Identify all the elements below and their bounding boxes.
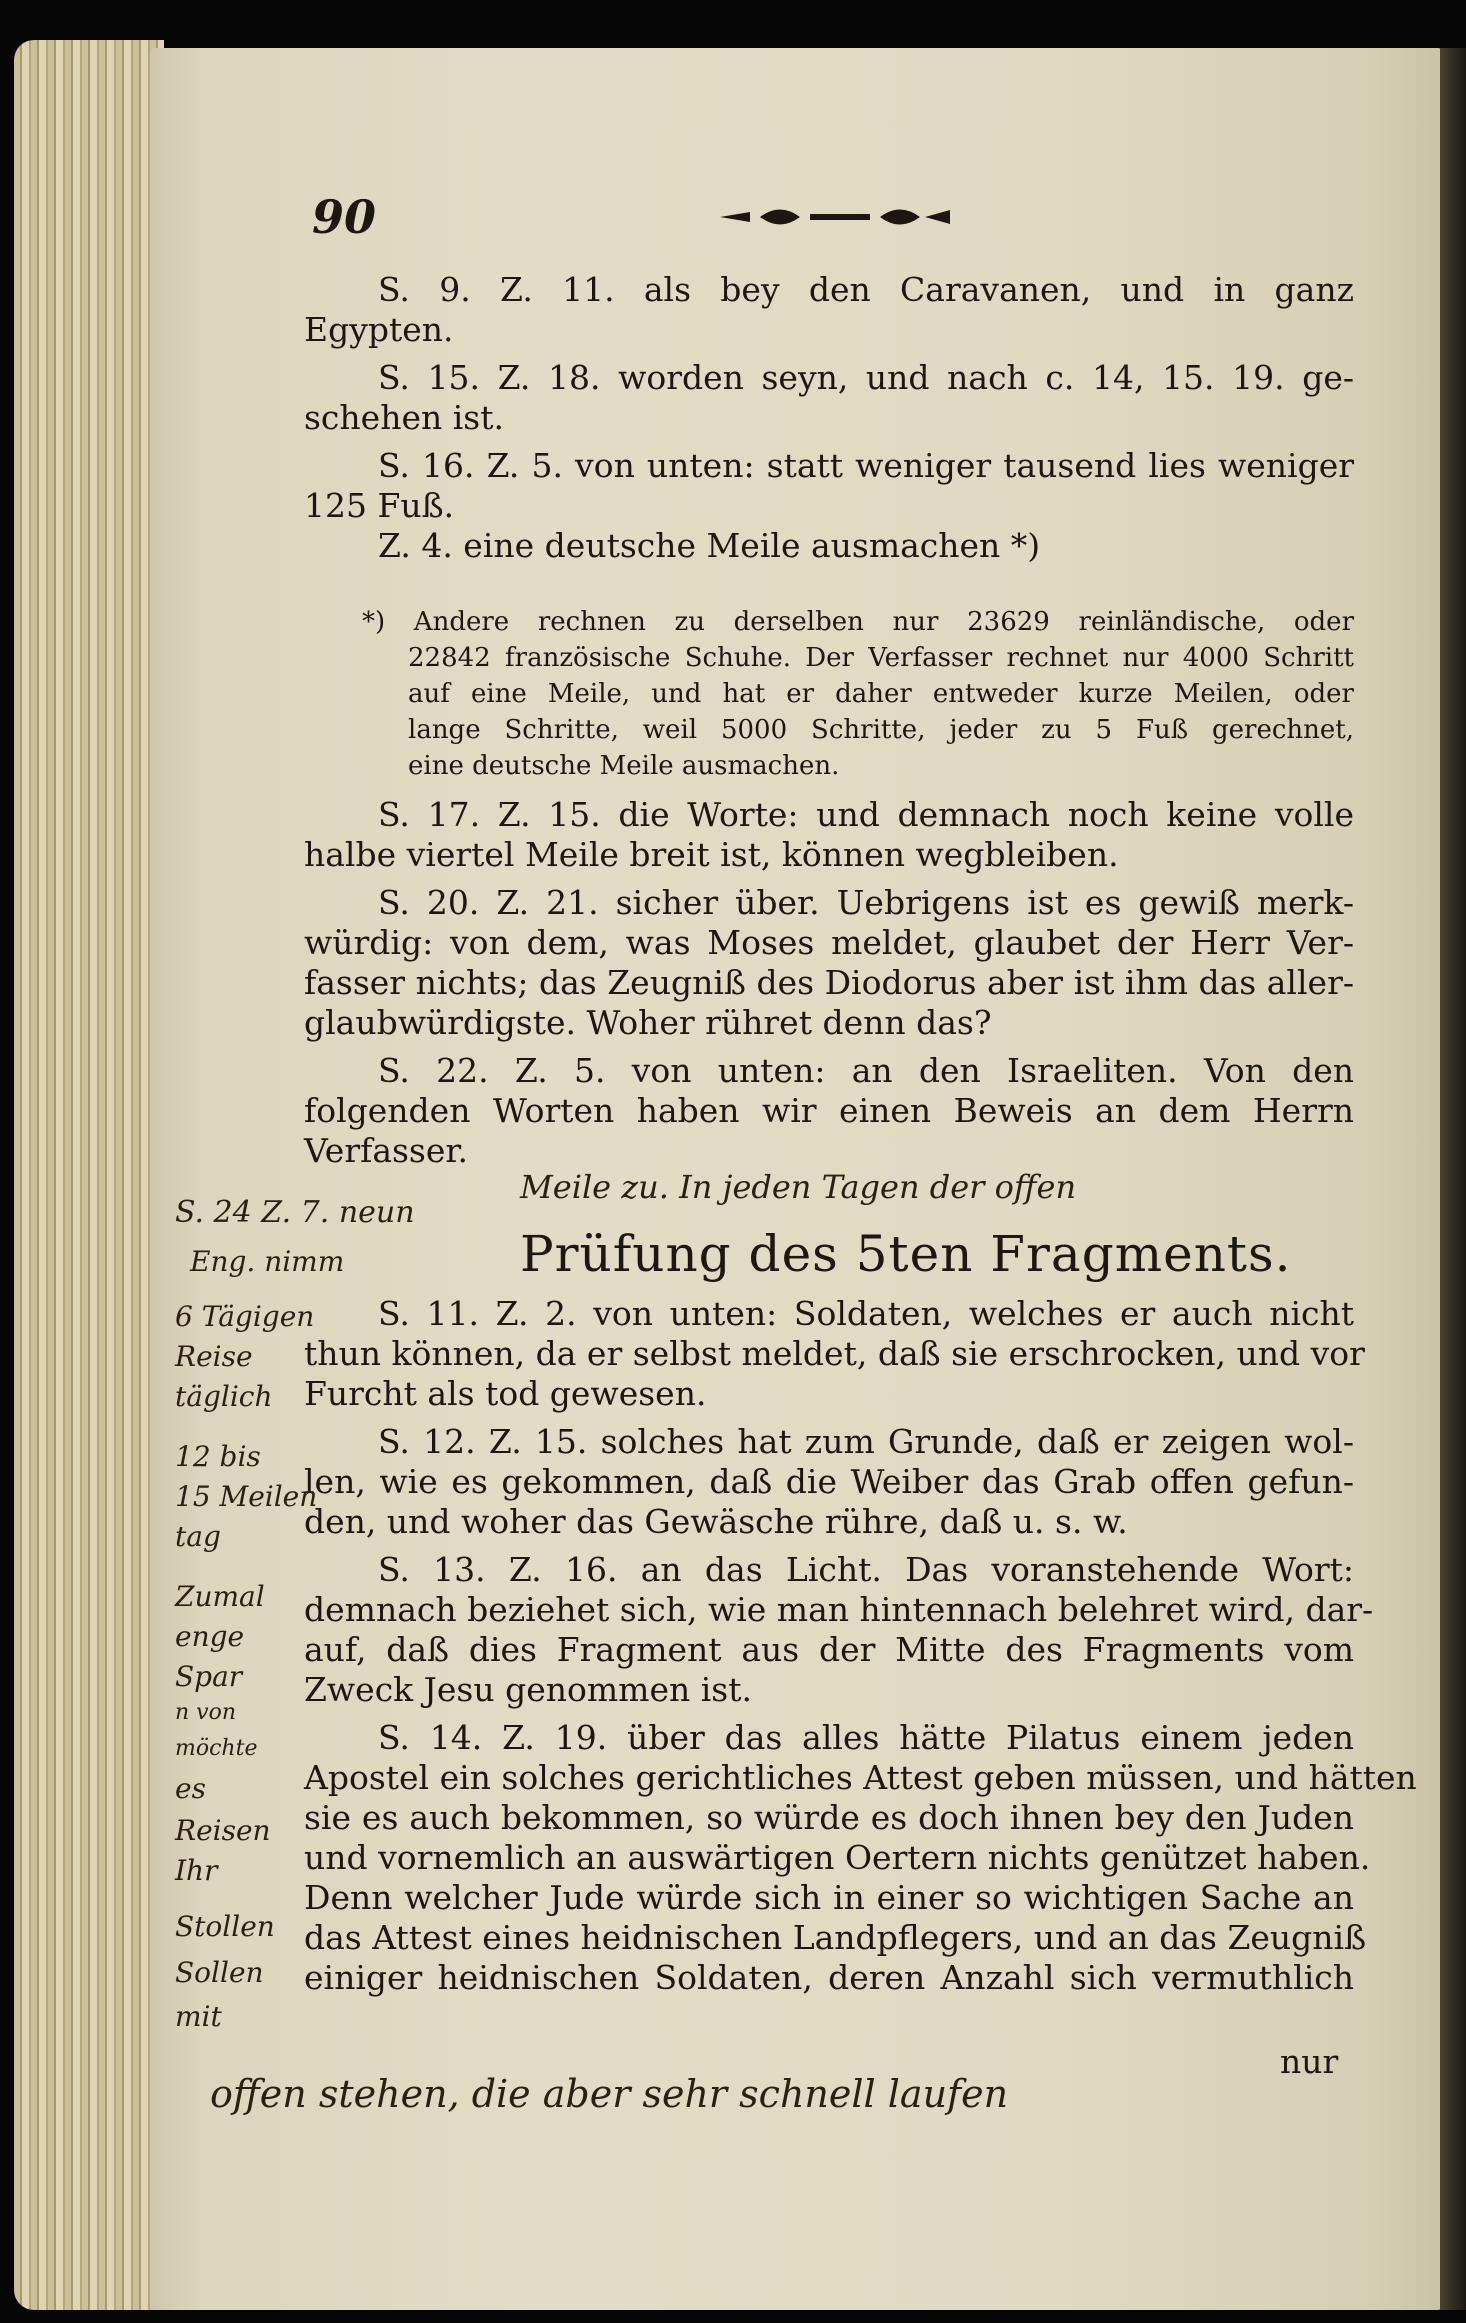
margin-note: enge (175, 1620, 245, 1653)
margin-note: Reisen (175, 1814, 271, 1847)
errata-entry (304, 270, 1354, 350)
page-stack-edge (14, 40, 164, 2310)
errata-entry (304, 358, 1354, 438)
text-line: S. 22. Z. 5. von unten: an den Israeliten. Von den (378, 1051, 1354, 1090)
gutter-shadow (1440, 48, 1466, 2310)
errata-entry (304, 1294, 1365, 1414)
footnote (304, 604, 1354, 784)
text-line: das Attest eines heidnischen Landpflegers, und an das Zeugniß (304, 1918, 1367, 1957)
text-line: einiger heidnischen Soldaten, deren Anzahl sich vermuthlich (304, 1958, 1354, 1997)
errata-entry (304, 795, 1354, 875)
text-line: len, wie es gekommen, daß die Weiber das Grab offen gefun- (304, 1462, 1354, 1501)
footnote-line: auf eine Meile, und hat er daher entweder kurze Meilen, oder (408, 679, 1354, 709)
handwritten-note: S. 24 Z. 7. neun (175, 1195, 415, 1230)
text-line: auf, daß dies Fragment aus der Mitte des Fragments vom (304, 1630, 1354, 1669)
handwritten-note: Meile zu. In jeden Tagen der offen (520, 1168, 1077, 1206)
errata-entry (304, 526, 1354, 566)
text-line: folgenden Worten haben wir einen Beweis an dem Herrn (304, 1091, 1354, 1130)
footnote-line: *) Andere rechnen zu derselben nur 23629 reinländische, oder (362, 607, 1354, 637)
margin-note: tag (175, 1520, 221, 1553)
footnote-line: eine deutsche Meile ausmachen. (408, 751, 840, 781)
errata-entry (304, 1422, 1354, 1542)
footnote-line: 22842 französische Schuhe. Der Verfasser rechnet nur 4000 Schritt (408, 643, 1354, 673)
text-line: thun können, da er selbst meldet, daß sie erschrocken, und vor (304, 1334, 1365, 1373)
margin-note: täglich (175, 1380, 273, 1413)
text-line: S. 15. Z. 18. worden seyn, und nach c. 14, 15. 19. ge- (378, 358, 1354, 397)
text-line: fasser nichts; das Zeugniß des Diodorus aber ist ihm das aller- (304, 963, 1354, 1002)
text-line: den, und woher das Gewäsche rühre, daß u. s. w. (304, 1502, 1128, 1541)
errata-entry (304, 1550, 1374, 1710)
text-line: S. 13. Z. 16. an das Licht. Das voranstehende Wort: (378, 1550, 1354, 1589)
text-line: S. 16. Z. 5. von unten: statt weniger tausend lies weniger (378, 446, 1354, 485)
text-line: glaubwürdigste. Woher rühret denn das? (304, 1003, 992, 1042)
section-heading: Prüfung des 5ten Fragments. (520, 1225, 1292, 1283)
margin-note: Stollen (175, 1910, 275, 1943)
text-line: Z. 4. eine deutsche Meile ausmachen *) (378, 526, 1041, 565)
text-line: Denn welcher Jude würde sich in einer so wichtigen Sache an (304, 1878, 1354, 1917)
text-line: S. 12. Z. 15. solches hat zum Grunde, daß er zeigen wol- (378, 1422, 1354, 1461)
text-line: demnach beziehet sich, wie man hintennach belehret wird, dar- (304, 1590, 1374, 1629)
text-line: S. 14. Z. 19. über das alles hätte Pilatus einem jeden (378, 1718, 1354, 1757)
margin-note: 6 Tägigen (175, 1300, 315, 1333)
text-line: halbe viertel Meile breit ist, können wegbleiben. (304, 835, 1119, 874)
text-line: S. 9. Z. 11. als bey den Caravanen, und in ganz (378, 270, 1354, 309)
text-line: Zweck Jesu genommen ist. (304, 1670, 752, 1709)
errata-entry (304, 883, 1354, 1043)
text-line: S. 11. Z. 2. von unten: Soldaten, welches er auch nicht (378, 1294, 1354, 1333)
margin-note: mit (175, 2000, 222, 2033)
errata-entry (304, 1051, 1354, 1171)
text-line: S. 17. Z. 15. die Worte: und demnach noch keine volle (378, 795, 1354, 834)
margin-note: Sollen (175, 1956, 264, 1989)
errata-entry (304, 446, 1354, 526)
text-line: Egypten. (304, 310, 454, 349)
catchword: nur (1280, 2042, 1339, 2081)
margin-note: möchte (175, 1736, 258, 1761)
decorative-rule-icon (720, 202, 950, 236)
handwritten-note: offen stehen, die aber sehr schnell laufen (210, 2072, 1009, 2116)
margin-note: Zumal (175, 1580, 265, 1613)
text-line: und vornemlich an auswärtigen Oertern nichts genützet haben. (304, 1838, 1371, 1877)
text-line: 125 Fuß. (304, 486, 455, 525)
errata-entry (304, 1718, 1417, 1998)
errata-top (304, 270, 1354, 566)
errata-middle (304, 795, 1354, 1171)
footnote-line: lange Schritte, weil 5000 Schritte, jeder zu 5 Fuß gerechnet, (408, 715, 1354, 745)
page-header (312, 190, 1352, 250)
text-line: würdig: von dem, was Moses meldet, glaubet der Herr Ver- (304, 923, 1354, 962)
text-line: S. 20. Z. 21. sicher über. Uebrigens ist es gewiß merk- (378, 883, 1354, 922)
text-line: schehen ist. (304, 398, 504, 437)
text-line: Apostel ein solches gerichtliches Attest geben müssen, und hätten (304, 1758, 1417, 1797)
text-line: sie es auch bekommen, so würde es doch ihnen bey den Juden (304, 1798, 1354, 1837)
margin-note: n von (175, 1700, 237, 1725)
handwritten-note: Eng. nimm (190, 1245, 345, 1278)
margin-note: 12 bis (175, 1440, 261, 1473)
page-number: 90 (312, 190, 377, 244)
margin-note: es (175, 1772, 206, 1805)
margin-note: Ihr (175, 1854, 218, 1887)
errata-bottom (304, 1294, 1417, 1998)
margin-note: Reise (175, 1340, 253, 1373)
margin-note: 15 Meilen (175, 1480, 318, 1513)
text-line: Verfasser. (304, 1131, 469, 1170)
margin-note: Spar (175, 1660, 243, 1693)
text-line: Furcht als tod gewesen. (304, 1374, 707, 1413)
